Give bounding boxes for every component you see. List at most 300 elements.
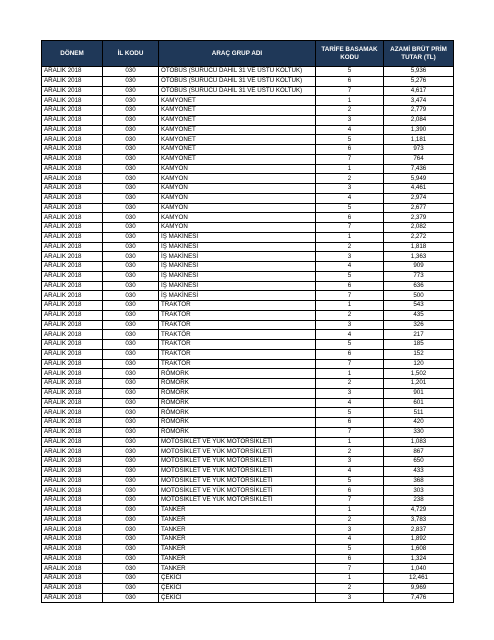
- cell-azami-brut-prim-tutar: 1,390: [384, 125, 454, 135]
- header-il-kodu: İL KODU: [103, 41, 159, 67]
- cell-arac-grup-adi: İŞ MAKİNESİ: [159, 262, 316, 272]
- cell-tarife-basamak-kodu: 6: [316, 281, 384, 291]
- cell-donem: ARALIK 2018: [42, 164, 103, 174]
- cell-azami-brut-prim-tutar: 773: [384, 271, 454, 281]
- cell-arac-grup-adi: OTOBÜS (SÜRÜCÜ DAHİL 31 VE ÜSTÜ KOLTUK): [159, 76, 316, 86]
- cell-arac-grup-adi: KAMYONET: [159, 125, 316, 135]
- cell-donem: ARALIK 2018: [42, 232, 103, 242]
- cell-tarife-basamak-kodu: 1: [316, 232, 384, 242]
- cell-il-kodu: 030: [103, 86, 159, 96]
- cell-azami-brut-prim-tutar: 909: [384, 262, 454, 272]
- cell-azami-brut-prim-tutar: 543: [384, 301, 454, 311]
- cell-tarife-basamak-kodu: 2: [316, 174, 384, 184]
- cell-tarife-basamak-kodu: 3: [316, 184, 384, 194]
- cell-donem: ARALIK 2018: [42, 515, 103, 525]
- cell-il-kodu: 030: [103, 106, 159, 116]
- cell-donem: ARALIK 2018: [42, 564, 103, 574]
- cell-donem: ARALIK 2018: [42, 281, 103, 291]
- cell-azami-brut-prim-tutar: 1,608: [384, 544, 454, 554]
- cell-il-kodu: 030: [103, 457, 159, 467]
- table-row: [42, 476, 454, 486]
- cell-azami-brut-prim-tutar: 764: [384, 154, 454, 164]
- table-row: [42, 593, 454, 603]
- table-row: [42, 106, 454, 116]
- cell-donem: ARALIK 2018: [42, 476, 103, 486]
- table-row: [42, 252, 454, 262]
- table-row: [42, 359, 454, 369]
- cell-il-kodu: 030: [103, 408, 159, 418]
- cell-azami-brut-prim-tutar: 2,082: [384, 223, 454, 233]
- cell-il-kodu: 030: [103, 476, 159, 486]
- cell-arac-grup-adi: RÖMORK: [159, 369, 316, 379]
- table-row: [42, 223, 454, 233]
- cell-donem: ARALIK 2018: [42, 76, 103, 86]
- table-row: [42, 330, 454, 340]
- table-row: [42, 135, 454, 145]
- cell-azami-brut-prim-tutar: 326: [384, 320, 454, 330]
- cell-donem: ARALIK 2018: [42, 583, 103, 593]
- table-row: [42, 379, 454, 389]
- cell-il-kodu: 030: [103, 232, 159, 242]
- cell-donem: ARALIK 2018: [42, 525, 103, 535]
- cell-tarife-basamak-kodu: 1: [316, 369, 384, 379]
- table-row: [42, 564, 454, 574]
- cell-arac-grup-adi: RÖMORK: [159, 398, 316, 408]
- table-row: [42, 213, 454, 223]
- cell-arac-grup-adi: OTOBÜS (SÜRÜCÜ DAHİL 31 VE ÜSTÜ KOLTUK): [159, 67, 316, 77]
- cell-il-kodu: 030: [103, 96, 159, 106]
- table-row: [42, 466, 454, 476]
- cell-donem: ARALIK 2018: [42, 271, 103, 281]
- cell-tarife-basamak-kodu: 1: [316, 437, 384, 447]
- cell-tarife-basamak-kodu: 4: [316, 466, 384, 476]
- cell-tarife-basamak-kodu: 1: [316, 574, 384, 584]
- cell-donem: ARALIK 2018: [42, 242, 103, 252]
- cell-il-kodu: 030: [103, 281, 159, 291]
- cell-il-kodu: 030: [103, 496, 159, 506]
- cell-tarife-basamak-kodu: 2: [316, 515, 384, 525]
- cell-donem: ARALIK 2018: [42, 203, 103, 213]
- table-row: [42, 515, 454, 525]
- cell-azami-brut-prim-tutar: 867: [384, 447, 454, 457]
- cell-il-kodu: 030: [103, 320, 159, 330]
- cell-azami-brut-prim-tutar: 511: [384, 408, 454, 418]
- table-row: [42, 418, 454, 428]
- header-azami-brut-prim-tutar: AZAMİ BRÜT PRİM TUTAR (TL): [384, 41, 454, 67]
- cell-donem: ARALIK 2018: [42, 125, 103, 135]
- cell-il-kodu: 030: [103, 154, 159, 164]
- cell-donem: ARALIK 2018: [42, 223, 103, 233]
- cell-arac-grup-adi: TANKER: [159, 535, 316, 545]
- cell-azami-brut-prim-tutar: 1,083: [384, 437, 454, 447]
- cell-donem: ARALIK 2018: [42, 359, 103, 369]
- table-row: [42, 310, 454, 320]
- header-arac-grup-adi: ARAÇ GRUP ADI: [159, 41, 316, 67]
- cell-donem: ARALIK 2018: [42, 301, 103, 311]
- cell-arac-grup-adi: RÖMORK: [159, 379, 316, 389]
- table-row: [42, 76, 454, 86]
- cell-tarife-basamak-kodu: 1: [316, 505, 384, 515]
- table-row: [42, 67, 454, 77]
- cell-tarife-basamak-kodu: 1: [316, 301, 384, 311]
- cell-il-kodu: 030: [103, 505, 159, 515]
- cell-azami-brut-prim-tutar: 12,461: [384, 574, 454, 584]
- table-row: [42, 427, 454, 437]
- table-row: [42, 203, 454, 213]
- cell-donem: ARALIK 2018: [42, 486, 103, 496]
- cell-arac-grup-adi: TANKER: [159, 544, 316, 554]
- cell-donem: ARALIK 2018: [42, 86, 103, 96]
- cell-tarife-basamak-kodu: 4: [316, 193, 384, 203]
- cell-tarife-basamak-kodu: 5: [316, 544, 384, 554]
- cell-tarife-basamak-kodu: 1: [316, 164, 384, 174]
- cell-arac-grup-adi: MOTOSİKLET VE YÜK MOTORSİKLETİ: [159, 486, 316, 496]
- cell-il-kodu: 030: [103, 515, 159, 525]
- table-row: [42, 86, 454, 96]
- cell-donem: ARALIK 2018: [42, 193, 103, 203]
- table-header: [42, 41, 454, 67]
- table-row: [42, 505, 454, 515]
- cell-il-kodu: 030: [103, 310, 159, 320]
- cell-tarife-basamak-kodu: 5: [316, 340, 384, 350]
- cell-il-kodu: 030: [103, 193, 159, 203]
- cell-azami-brut-prim-tutar: 1,892: [384, 535, 454, 545]
- cell-donem: ARALIK 2018: [42, 505, 103, 515]
- cell-arac-grup-adi: ÇEKİCİ: [159, 593, 316, 603]
- cell-tarife-basamak-kodu: 1: [316, 96, 384, 106]
- cell-tarife-basamak-kodu: 4: [316, 262, 384, 272]
- cell-donem: ARALIK 2018: [42, 496, 103, 506]
- cell-arac-grup-adi: İŞ MAKİNESİ: [159, 252, 316, 262]
- cell-il-kodu: 030: [103, 76, 159, 86]
- cell-il-kodu: 030: [103, 262, 159, 272]
- cell-arac-grup-adi: MOTOSİKLET VE YÜK MOTORSİKLETİ: [159, 466, 316, 476]
- table-row: [42, 271, 454, 281]
- cell-il-kodu: 030: [103, 135, 159, 145]
- table-row: [42, 388, 454, 398]
- cell-azami-brut-prim-tutar: 1,502: [384, 369, 454, 379]
- cell-azami-brut-prim-tutar: 303: [384, 486, 454, 496]
- cell-il-kodu: 030: [103, 340, 159, 350]
- cell-il-kodu: 030: [103, 466, 159, 476]
- table-row: [42, 525, 454, 535]
- cell-il-kodu: 030: [103, 301, 159, 311]
- cell-il-kodu: 030: [103, 574, 159, 584]
- cell-arac-grup-adi: TANKER: [159, 554, 316, 564]
- cell-tarife-basamak-kodu: 4: [316, 535, 384, 545]
- cell-arac-grup-adi: KAMYON: [159, 184, 316, 194]
- cell-il-kodu: 030: [103, 174, 159, 184]
- table-row: [42, 164, 454, 174]
- header-row: [42, 41, 454, 67]
- cell-arac-grup-adi: TRAKTÖR: [159, 349, 316, 359]
- table-row: [42, 145, 454, 155]
- cell-il-kodu: 030: [103, 330, 159, 340]
- cell-azami-brut-prim-tutar: 1,040: [384, 564, 454, 574]
- cell-donem: ARALIK 2018: [42, 310, 103, 320]
- cell-donem: ARALIK 2018: [42, 320, 103, 330]
- cell-arac-grup-adi: KAMYON: [159, 174, 316, 184]
- table-row: [42, 184, 454, 194]
- cell-tarife-basamak-kodu: 7: [316, 223, 384, 233]
- cell-arac-grup-adi: MOTOSİKLET VE YÜK MOTORSİKLETİ: [159, 496, 316, 506]
- cell-arac-grup-adi: TANKER: [159, 525, 316, 535]
- cell-azami-brut-prim-tutar: 4,461: [384, 184, 454, 194]
- cell-azami-brut-prim-tutar: 901: [384, 388, 454, 398]
- table-row: [42, 457, 454, 467]
- cell-arac-grup-adi: TANKER: [159, 515, 316, 525]
- cell-azami-brut-prim-tutar: 7,476: [384, 593, 454, 603]
- cell-azami-brut-prim-tutar: 238: [384, 496, 454, 506]
- cell-donem: ARALIK 2018: [42, 369, 103, 379]
- cell-azami-brut-prim-tutar: 368: [384, 476, 454, 486]
- cell-tarife-basamak-kodu: 3: [316, 320, 384, 330]
- cell-il-kodu: 030: [103, 252, 159, 262]
- cell-donem: ARALIK 2018: [42, 330, 103, 340]
- cell-tarife-basamak-kodu: 7: [316, 154, 384, 164]
- cell-azami-brut-prim-tutar: 217: [384, 330, 454, 340]
- cell-tarife-basamak-kodu: 3: [316, 388, 384, 398]
- cell-il-kodu: 030: [103, 242, 159, 252]
- cell-donem: ARALIK 2018: [42, 145, 103, 155]
- cell-tarife-basamak-kodu: 7: [316, 359, 384, 369]
- cell-il-kodu: 030: [103, 398, 159, 408]
- cell-azami-brut-prim-tutar: 2,837: [384, 525, 454, 535]
- cell-donem: ARALIK 2018: [42, 427, 103, 437]
- cell-azami-brut-prim-tutar: 1,324: [384, 554, 454, 564]
- cell-tarife-basamak-kodu: 7: [316, 496, 384, 506]
- cell-azami-brut-prim-tutar: 1,818: [384, 242, 454, 252]
- cell-arac-grup-adi: MOTOSİKLET VE YÜK MOTORSİKLETİ: [159, 447, 316, 457]
- table-row: [42, 349, 454, 359]
- cell-il-kodu: 030: [103, 115, 159, 125]
- cell-azami-brut-prim-tutar: 4,729: [384, 505, 454, 515]
- cell-azami-brut-prim-tutar: 1,181: [384, 135, 454, 145]
- cell-il-kodu: 030: [103, 369, 159, 379]
- cell-donem: ARALIK 2018: [42, 398, 103, 408]
- cell-azami-brut-prim-tutar: 2,677: [384, 203, 454, 213]
- table-row: [42, 154, 454, 164]
- cell-arac-grup-adi: KAMYONET: [159, 96, 316, 106]
- table-row: [42, 174, 454, 184]
- table-row: [42, 486, 454, 496]
- cell-donem: ARALIK 2018: [42, 262, 103, 272]
- cell-tarife-basamak-kodu: 5: [316, 271, 384, 281]
- cell-donem: ARALIK 2018: [42, 96, 103, 106]
- cell-arac-grup-adi: ÇEKİCİ: [159, 574, 316, 584]
- cell-donem: ARALIK 2018: [42, 418, 103, 428]
- cell-arac-grup-adi: KAMYONET: [159, 115, 316, 125]
- table-row: [42, 193, 454, 203]
- cell-tarife-basamak-kodu: 2: [316, 310, 384, 320]
- cell-tarife-basamak-kodu: 2: [316, 379, 384, 389]
- cell-azami-brut-prim-tutar: 420: [384, 418, 454, 428]
- cell-donem: ARALIK 2018: [42, 408, 103, 418]
- cell-tarife-basamak-kodu: 3: [316, 525, 384, 535]
- cell-donem: ARALIK 2018: [42, 457, 103, 467]
- cell-arac-grup-adi: KAMYON: [159, 213, 316, 223]
- cell-donem: ARALIK 2018: [42, 291, 103, 301]
- cell-arac-grup-adi: TRAKTÖR: [159, 359, 316, 369]
- table-row: [42, 398, 454, 408]
- cell-il-kodu: 030: [103, 184, 159, 194]
- table-row: [42, 281, 454, 291]
- cell-tarife-basamak-kodu: 5: [316, 67, 384, 77]
- cell-azami-brut-prim-tutar: 5,276: [384, 76, 454, 86]
- cell-il-kodu: 030: [103, 145, 159, 155]
- cell-il-kodu: 030: [103, 388, 159, 398]
- cell-il-kodu: 030: [103, 223, 159, 233]
- cell-tarife-basamak-kodu: 3: [316, 593, 384, 603]
- cell-tarife-basamak-kodu: 6: [316, 349, 384, 359]
- cell-il-kodu: 030: [103, 359, 159, 369]
- cell-tarife-basamak-kodu: 6: [316, 418, 384, 428]
- cell-tarife-basamak-kodu: 2: [316, 106, 384, 116]
- cell-arac-grup-adi: KAMYON: [159, 193, 316, 203]
- cell-donem: ARALIK 2018: [42, 466, 103, 476]
- cell-tarife-basamak-kodu: 6: [316, 145, 384, 155]
- cell-arac-grup-adi: TRAKTÖR: [159, 301, 316, 311]
- cell-tarife-basamak-kodu: 7: [316, 427, 384, 437]
- cell-azami-brut-prim-tutar: 9,969: [384, 583, 454, 593]
- cell-arac-grup-adi: KAMYONET: [159, 135, 316, 145]
- cell-il-kodu: 030: [103, 486, 159, 496]
- cell-azami-brut-prim-tutar: 2,084: [384, 115, 454, 125]
- cell-donem: ARALIK 2018: [42, 554, 103, 564]
- cell-azami-brut-prim-tutar: 3,783: [384, 515, 454, 525]
- cell-il-kodu: 030: [103, 593, 159, 603]
- table-row: [42, 554, 454, 564]
- cell-azami-brut-prim-tutar: 2,974: [384, 193, 454, 203]
- cell-il-kodu: 030: [103, 447, 159, 457]
- cell-tarife-basamak-kodu: 7: [316, 564, 384, 574]
- cell-il-kodu: 030: [103, 164, 159, 174]
- cell-azami-brut-prim-tutar: 5,949: [384, 174, 454, 184]
- cell-azami-brut-prim-tutar: 433: [384, 466, 454, 476]
- cell-tarife-basamak-kodu: 7: [316, 291, 384, 301]
- cell-il-kodu: 030: [103, 67, 159, 77]
- cell-il-kodu: 030: [103, 291, 159, 301]
- cell-tarife-basamak-kodu: 5: [316, 203, 384, 213]
- table-row: [42, 96, 454, 106]
- cell-arac-grup-adi: MOTOSİKLET VE YÜK MOTORSİKLETİ: [159, 437, 316, 447]
- table-row: [42, 125, 454, 135]
- cell-arac-grup-adi: RÖMORK: [159, 427, 316, 437]
- cell-tarife-basamak-kodu: 7: [316, 86, 384, 96]
- cell-il-kodu: 030: [103, 437, 159, 447]
- cell-il-kodu: 030: [103, 271, 159, 281]
- cell-il-kodu: 030: [103, 544, 159, 554]
- cell-arac-grup-adi: RÖMORK: [159, 418, 316, 428]
- cell-azami-brut-prim-tutar: 500: [384, 291, 454, 301]
- table-row: [42, 544, 454, 554]
- table-row: [42, 242, 454, 252]
- cell-arac-grup-adi: İŞ MAKİNESİ: [159, 232, 316, 242]
- cell-tarife-basamak-kodu: 6: [316, 554, 384, 564]
- table-row: [42, 301, 454, 311]
- cell-donem: ARALIK 2018: [42, 388, 103, 398]
- cell-donem: ARALIK 2018: [42, 115, 103, 125]
- cell-donem: ARALIK 2018: [42, 252, 103, 262]
- table-row: [42, 447, 454, 457]
- table-row: [42, 408, 454, 418]
- cell-tarife-basamak-kodu: 3: [316, 115, 384, 125]
- cell-tarife-basamak-kodu: 3: [316, 457, 384, 467]
- cell-il-kodu: 030: [103, 125, 159, 135]
- cell-tarife-basamak-kodu: 2: [316, 242, 384, 252]
- cell-tarife-basamak-kodu: 6: [316, 76, 384, 86]
- cell-donem: ARALIK 2018: [42, 574, 103, 584]
- cell-arac-grup-adi: İŞ MAKİNESİ: [159, 242, 316, 252]
- cell-arac-grup-adi: MOTOSİKLET VE YÜK MOTORSİKLETİ: [159, 457, 316, 467]
- cell-donem: ARALIK 2018: [42, 437, 103, 447]
- cell-arac-grup-adi: İŞ MAKİNESİ: [159, 291, 316, 301]
- table-row: [42, 583, 454, 593]
- table-row: [42, 115, 454, 125]
- cell-tarife-basamak-kodu: 4: [316, 125, 384, 135]
- cell-il-kodu: 030: [103, 564, 159, 574]
- cell-azami-brut-prim-tutar: 185: [384, 340, 454, 350]
- cell-donem: ARALIK 2018: [42, 379, 103, 389]
- cell-arac-grup-adi: MOTOSİKLET VE YÜK MOTORSİKLETİ: [159, 476, 316, 486]
- table-row: [42, 535, 454, 545]
- cell-donem: ARALIK 2018: [42, 154, 103, 164]
- cell-il-kodu: 030: [103, 525, 159, 535]
- cell-il-kodu: 030: [103, 213, 159, 223]
- cell-tarife-basamak-kodu: 6: [316, 486, 384, 496]
- table-row: [42, 574, 454, 584]
- cell-tarife-basamak-kodu: 4: [316, 330, 384, 340]
- cell-donem: ARALIK 2018: [42, 340, 103, 350]
- cell-arac-grup-adi: TRAKTÖR: [159, 330, 316, 340]
- table-row: [42, 291, 454, 301]
- cell-donem: ARALIK 2018: [42, 535, 103, 545]
- cell-tarife-basamak-kodu: 5: [316, 408, 384, 418]
- cell-azami-brut-prim-tutar: 1,201: [384, 379, 454, 389]
- cell-donem: ARALIK 2018: [42, 447, 103, 457]
- cell-arac-grup-adi: RÖMORK: [159, 408, 316, 418]
- cell-arac-grup-adi: KAMYONET: [159, 106, 316, 116]
- cell-il-kodu: 030: [103, 379, 159, 389]
- cell-tarife-basamak-kodu: 4: [316, 398, 384, 408]
- cell-azami-brut-prim-tutar: 2,779: [384, 106, 454, 116]
- premium-table: [41, 40, 454, 603]
- cell-arac-grup-adi: TRAKTÖR: [159, 310, 316, 320]
- cell-azami-brut-prim-tutar: 435: [384, 310, 454, 320]
- table-body: [42, 67, 454, 603]
- cell-tarife-basamak-kodu: 2: [316, 583, 384, 593]
- cell-donem: ARALIK 2018: [42, 135, 103, 145]
- table-row: [42, 262, 454, 272]
- header-donem: DÖNEM: [42, 41, 103, 67]
- cell-arac-grup-adi: KAMYON: [159, 203, 316, 213]
- cell-il-kodu: 030: [103, 554, 159, 564]
- cell-arac-grup-adi: ÇEKİCİ: [159, 583, 316, 593]
- cell-il-kodu: 030: [103, 427, 159, 437]
- cell-arac-grup-adi: İŞ MAKİNESİ: [159, 271, 316, 281]
- cell-arac-grup-adi: TANKER: [159, 505, 316, 515]
- table-row: [42, 369, 454, 379]
- cell-azami-brut-prim-tutar: 152: [384, 349, 454, 359]
- cell-azami-brut-prim-tutar: 601: [384, 398, 454, 408]
- cell-donem: ARALIK 2018: [42, 213, 103, 223]
- cell-il-kodu: 030: [103, 418, 159, 428]
- table-row: [42, 340, 454, 350]
- cell-arac-grup-adi: KAMYONET: [159, 145, 316, 155]
- cell-azami-brut-prim-tutar: 636: [384, 281, 454, 291]
- header-tarife-basamak-kodu: TARİFE BASAMAK KODU: [316, 41, 384, 67]
- cell-arac-grup-adi: KAMYON: [159, 223, 316, 233]
